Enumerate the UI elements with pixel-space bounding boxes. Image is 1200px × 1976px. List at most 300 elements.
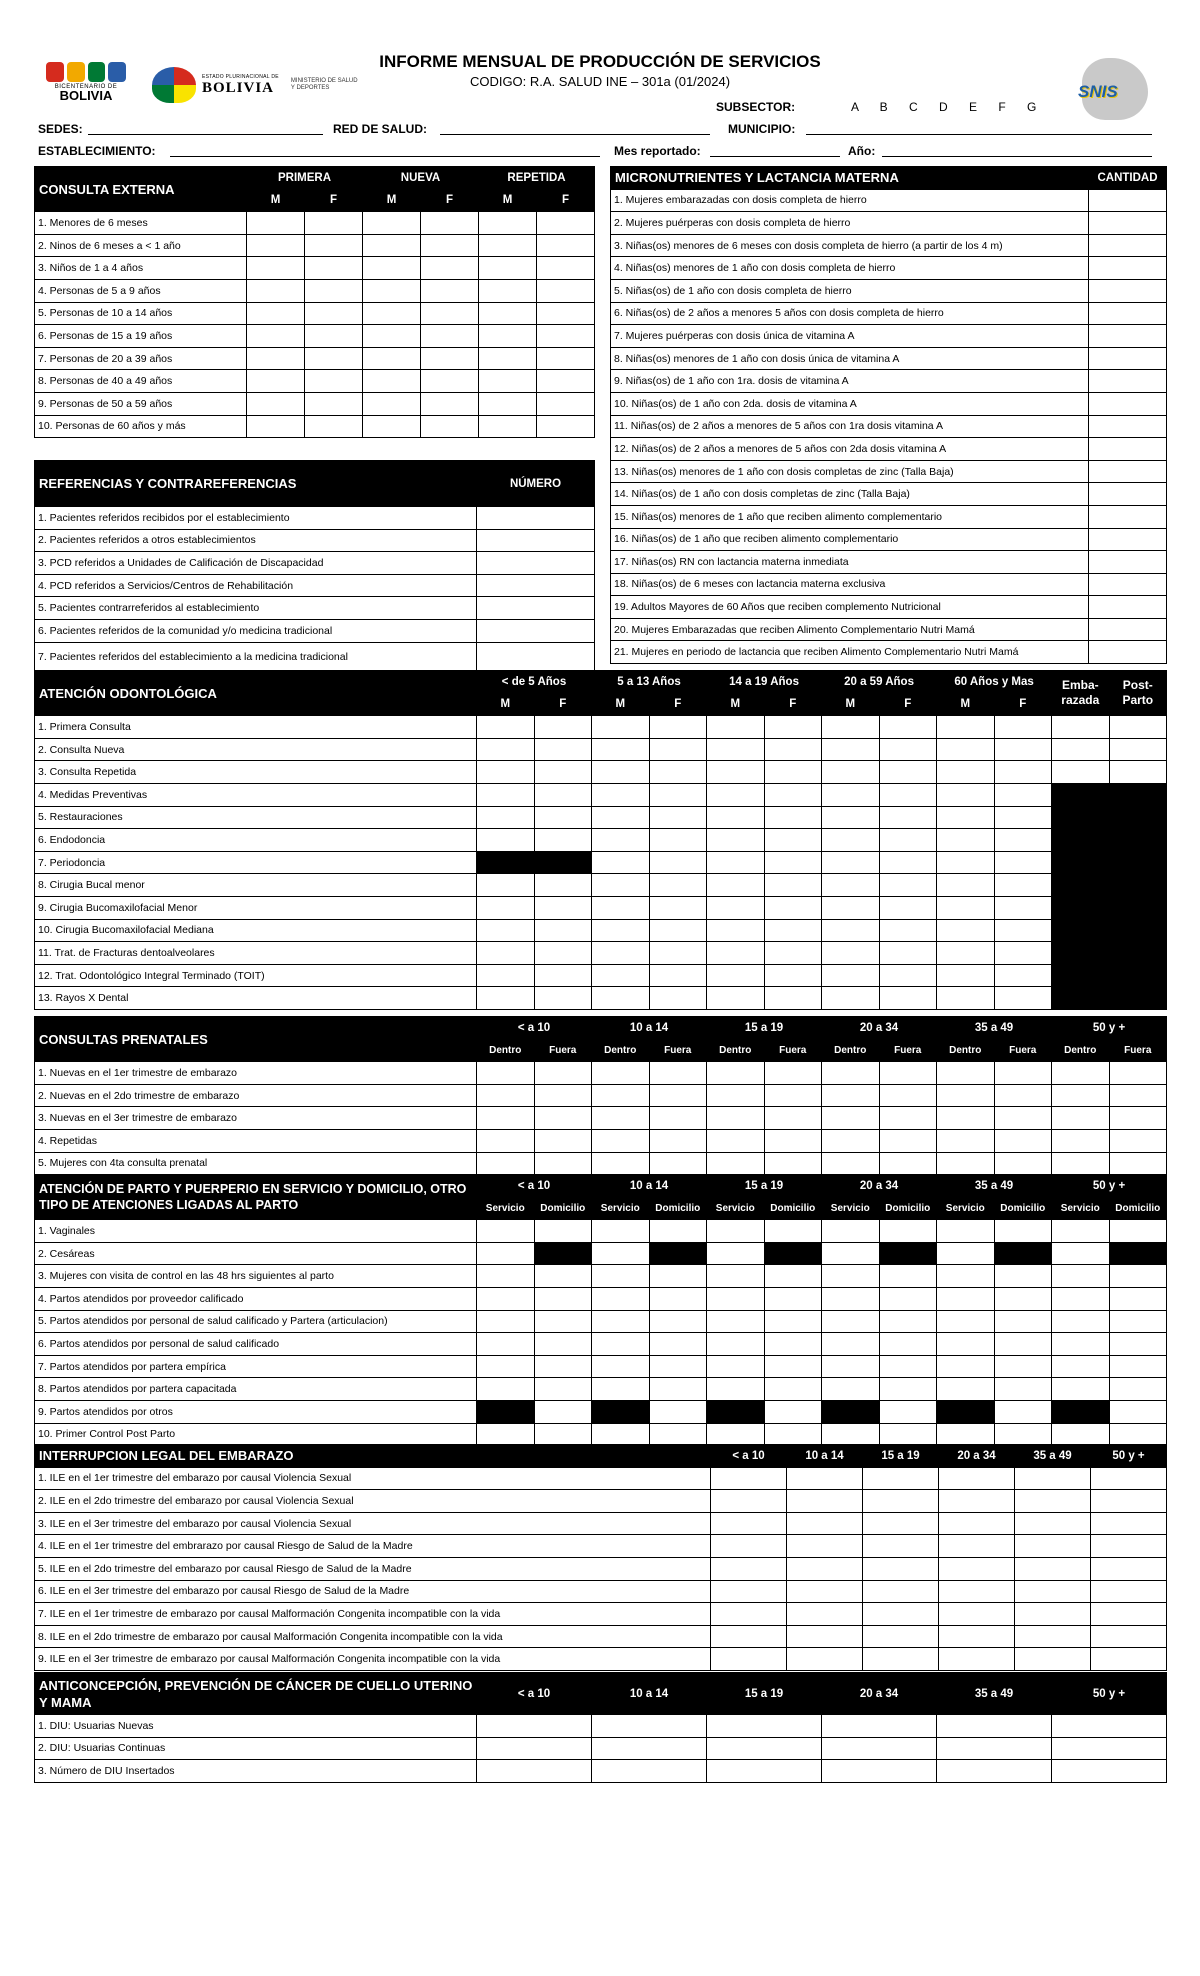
input-cell[interactable] [879, 1152, 937, 1175]
input-cell[interactable] [1109, 761, 1167, 784]
input-cell[interactable] [879, 919, 937, 942]
input-cell[interactable] [879, 829, 937, 852]
input-cell[interactable] [534, 1423, 592, 1446]
input-cell[interactable] [822, 1423, 880, 1446]
input-cell[interactable] [764, 1084, 822, 1107]
input-cell[interactable] [879, 1107, 937, 1130]
input-cell[interactable] [994, 783, 1052, 806]
input-cell[interactable] [879, 761, 937, 784]
input-cell[interactable] [822, 874, 880, 897]
input-cell[interactable] [1091, 1490, 1167, 1513]
input-cell[interactable] [711, 1580, 787, 1603]
input-cell[interactable] [707, 942, 765, 965]
input-cell[interactable] [994, 1287, 1052, 1310]
input-cell[interactable] [592, 942, 650, 965]
input-cell[interactable] [879, 1084, 937, 1107]
input-cell[interactable] [994, 761, 1052, 784]
input-cell[interactable] [1052, 1737, 1167, 1760]
input-cell[interactable] [421, 370, 479, 393]
input-cell[interactable] [822, 738, 880, 761]
input-cell[interactable] [649, 716, 707, 739]
input-cell[interactable] [537, 347, 595, 370]
input-cell[interactable] [477, 642, 595, 672]
input-cell[interactable] [994, 987, 1052, 1010]
input-cell[interactable] [592, 738, 650, 761]
input-cell[interactable] [479, 257, 537, 280]
input-cell[interactable] [649, 829, 707, 852]
input-cell[interactable] [477, 874, 535, 897]
input-cell[interactable] [937, 1287, 995, 1310]
input-cell[interactable] [649, 1129, 707, 1152]
input-cell[interactable] [592, 1310, 650, 1333]
input-cell[interactable] [421, 347, 479, 370]
input-cell[interactable] [1052, 1242, 1110, 1265]
input-cell[interactable] [764, 1062, 822, 1085]
input-cell[interactable] [937, 1107, 995, 1130]
input-cell[interactable] [649, 1220, 707, 1243]
input-cell[interactable] [863, 1603, 939, 1626]
mes-field[interactable] [710, 156, 840, 157]
input-cell[interactable] [879, 874, 937, 897]
input-cell[interactable] [1089, 257, 1167, 280]
input-cell[interactable] [534, 1310, 592, 1333]
input-cell[interactable] [305, 279, 363, 302]
input-cell[interactable] [649, 783, 707, 806]
input-cell[interactable] [1089, 234, 1167, 257]
input-cell[interactable] [994, 1355, 1052, 1378]
input-cell[interactable] [1089, 392, 1167, 415]
input-cell[interactable] [1091, 1467, 1167, 1490]
input-cell[interactable] [863, 1535, 939, 1558]
input-cell[interactable] [937, 1242, 995, 1265]
input-cell[interactable] [863, 1580, 939, 1603]
input-cell[interactable] [477, 806, 535, 829]
input-cell[interactable] [1109, 1062, 1167, 1085]
input-cell[interactable] [707, 1242, 765, 1265]
input-cell[interactable] [1052, 1378, 1110, 1401]
input-cell[interactable] [863, 1512, 939, 1535]
input-cell[interactable] [479, 415, 537, 438]
input-cell[interactable] [305, 370, 363, 393]
input-cell[interactable] [534, 896, 592, 919]
input-cell[interactable] [822, 1152, 880, 1175]
input-cell[interactable] [477, 896, 535, 919]
input-cell[interactable] [363, 370, 421, 393]
input-cell[interactable] [711, 1648, 787, 1671]
input-cell[interactable] [711, 1512, 787, 1535]
input-cell[interactable] [764, 761, 822, 784]
input-cell[interactable] [1091, 1512, 1167, 1535]
input-cell[interactable] [937, 987, 995, 1010]
input-cell[interactable] [1052, 1084, 1110, 1107]
input-cell[interactable] [1089, 438, 1167, 461]
input-cell[interactable] [1089, 618, 1167, 641]
input-cell[interactable] [879, 1287, 937, 1310]
input-cell[interactable] [534, 987, 592, 1010]
input-cell[interactable] [994, 851, 1052, 874]
input-cell[interactable] [707, 1062, 765, 1085]
input-cell[interactable] [711, 1557, 787, 1580]
input-cell[interactable] [477, 1760, 592, 1783]
input-cell[interactable] [1109, 1333, 1167, 1356]
input-cell[interactable] [879, 783, 937, 806]
input-cell[interactable] [764, 716, 822, 739]
input-cell[interactable] [247, 302, 305, 325]
input-cell[interactable] [1052, 1310, 1110, 1333]
input-cell[interactable] [1109, 1152, 1167, 1175]
input-cell[interactable] [1052, 716, 1110, 739]
input-cell[interactable] [822, 1107, 880, 1130]
red-salud-field[interactable] [440, 134, 710, 135]
input-cell[interactable] [1052, 1287, 1110, 1310]
input-cell[interactable] [764, 987, 822, 1010]
input-cell[interactable] [711, 1603, 787, 1626]
input-cell[interactable] [534, 1378, 592, 1401]
input-cell[interactable] [939, 1467, 1015, 1490]
input-cell[interactable] [937, 1310, 995, 1333]
input-cell[interactable] [822, 896, 880, 919]
input-cell[interactable] [707, 1310, 765, 1333]
input-cell[interactable] [305, 392, 363, 415]
input-cell[interactable] [863, 1467, 939, 1490]
input-cell[interactable] [707, 851, 765, 874]
input-cell[interactable] [707, 783, 765, 806]
input-cell[interactable] [1052, 1129, 1110, 1152]
input-cell[interactable] [937, 738, 995, 761]
input-cell[interactable] [1089, 551, 1167, 574]
input-cell[interactable] [1091, 1535, 1167, 1558]
input-cell[interactable] [994, 1084, 1052, 1107]
input-cell[interactable] [1052, 1152, 1110, 1175]
input-cell[interactable] [937, 874, 995, 897]
input-cell[interactable] [592, 1423, 650, 1446]
input-cell[interactable] [822, 942, 880, 965]
input-cell[interactable] [994, 1423, 1052, 1446]
input-cell[interactable] [994, 919, 1052, 942]
input-cell[interactable] [534, 1084, 592, 1107]
input-cell[interactable] [1109, 1265, 1167, 1288]
input-cell[interactable] [879, 1265, 937, 1288]
input-cell[interactable] [649, 761, 707, 784]
input-cell[interactable] [1109, 1355, 1167, 1378]
input-cell[interactable] [937, 1423, 995, 1446]
input-cell[interactable] [649, 1378, 707, 1401]
input-cell[interactable] [1109, 1084, 1167, 1107]
input-cell[interactable] [649, 1310, 707, 1333]
anio-field[interactable] [882, 156, 1152, 157]
input-cell[interactable] [764, 942, 822, 965]
input-cell[interactable] [534, 1265, 592, 1288]
input-cell[interactable] [477, 619, 595, 642]
input-cell[interactable] [822, 1715, 937, 1738]
input-cell[interactable] [1089, 596, 1167, 619]
input-cell[interactable] [534, 964, 592, 987]
input-cell[interactable] [764, 738, 822, 761]
input-cell[interactable] [707, 1715, 822, 1738]
input-cell[interactable] [592, 1287, 650, 1310]
input-cell[interactable] [937, 1129, 995, 1152]
input-cell[interactable] [305, 325, 363, 348]
input-cell[interactable] [764, 1400, 822, 1423]
input-cell[interactable] [879, 987, 937, 1010]
municipio-field[interactable] [806, 134, 1152, 135]
input-cell[interactable] [477, 1062, 535, 1085]
input-cell[interactable] [1091, 1625, 1167, 1648]
input-cell[interactable] [477, 1084, 535, 1107]
input-cell[interactable] [879, 1378, 937, 1401]
input-cell[interactable] [764, 806, 822, 829]
input-cell[interactable] [879, 896, 937, 919]
input-cell[interactable] [363, 302, 421, 325]
input-cell[interactable] [534, 874, 592, 897]
input-cell[interactable] [1052, 738, 1110, 761]
input-cell[interactable] [1109, 1400, 1167, 1423]
input-cell[interactable] [649, 851, 707, 874]
input-cell[interactable] [477, 716, 535, 739]
input-cell[interactable] [592, 783, 650, 806]
input-cell[interactable] [247, 347, 305, 370]
input-cell[interactable] [937, 942, 995, 965]
input-cell[interactable] [994, 829, 1052, 852]
input-cell[interactable] [592, 716, 650, 739]
input-cell[interactable] [592, 896, 650, 919]
input-cell[interactable] [421, 325, 479, 348]
input-cell[interactable] [305, 212, 363, 235]
input-cell[interactable] [937, 851, 995, 874]
input-cell[interactable] [537, 392, 595, 415]
input-cell[interactable] [592, 1715, 707, 1738]
input-cell[interactable] [247, 279, 305, 302]
input-cell[interactable] [363, 279, 421, 302]
input-cell[interactable] [822, 1287, 880, 1310]
input-cell[interactable] [479, 302, 537, 325]
input-cell[interactable] [421, 234, 479, 257]
input-cell[interactable] [707, 1152, 765, 1175]
input-cell[interactable] [764, 851, 822, 874]
input-cell[interactable] [592, 1220, 650, 1243]
input-cell[interactable] [1052, 1423, 1110, 1446]
input-cell[interactable] [592, 1333, 650, 1356]
input-cell[interactable] [937, 1265, 995, 1288]
input-cell[interactable] [994, 1152, 1052, 1175]
input-cell[interactable] [1052, 1333, 1110, 1356]
input-cell[interactable] [649, 1107, 707, 1130]
input-cell[interactable] [764, 874, 822, 897]
input-cell[interactable] [937, 1062, 995, 1085]
input-cell[interactable] [649, 1423, 707, 1446]
input-cell[interactable] [1109, 1287, 1167, 1310]
input-cell[interactable] [707, 1084, 765, 1107]
input-cell[interactable] [1089, 347, 1167, 370]
input-cell[interactable] [477, 1220, 535, 1243]
input-cell[interactable] [711, 1490, 787, 1513]
input-cell[interactable] [1052, 761, 1110, 784]
input-cell[interactable] [764, 1152, 822, 1175]
input-cell[interactable] [1015, 1512, 1091, 1535]
input-cell[interactable] [787, 1580, 863, 1603]
input-cell[interactable] [937, 1333, 995, 1356]
input-cell[interactable] [937, 716, 995, 739]
input-cell[interactable] [534, 1129, 592, 1152]
input-cell[interactable] [822, 1129, 880, 1152]
input-cell[interactable] [711, 1467, 787, 1490]
input-cell[interactable] [537, 325, 595, 348]
input-cell[interactable] [939, 1535, 1015, 1558]
input-cell[interactable] [707, 1378, 765, 1401]
input-cell[interactable] [592, 1355, 650, 1378]
input-cell[interactable] [707, 1129, 765, 1152]
input-cell[interactable] [537, 302, 595, 325]
input-cell[interactable] [1015, 1648, 1091, 1671]
input-cell[interactable] [937, 806, 995, 829]
input-cell[interactable] [711, 1535, 787, 1558]
input-cell[interactable] [1089, 279, 1167, 302]
input-cell[interactable] [363, 234, 421, 257]
input-cell[interactable] [592, 851, 650, 874]
input-cell[interactable] [1089, 641, 1167, 664]
input-cell[interactable] [822, 1737, 937, 1760]
input-cell[interactable] [649, 1400, 707, 1423]
input-cell[interactable] [939, 1625, 1015, 1648]
input-cell[interactable] [305, 415, 363, 438]
sedes-field[interactable] [88, 134, 323, 135]
input-cell[interactable] [363, 325, 421, 348]
input-cell[interactable] [863, 1557, 939, 1580]
input-cell[interactable] [937, 1760, 1052, 1783]
input-cell[interactable] [822, 1378, 880, 1401]
input-cell[interactable] [939, 1512, 1015, 1535]
input-cell[interactable] [994, 738, 1052, 761]
input-cell[interactable] [879, 1355, 937, 1378]
input-cell[interactable] [764, 1265, 822, 1288]
input-cell[interactable] [994, 942, 1052, 965]
input-cell[interactable] [649, 874, 707, 897]
input-cell[interactable] [479, 392, 537, 415]
input-cell[interactable] [879, 806, 937, 829]
input-cell[interactable] [707, 716, 765, 739]
input-cell[interactable] [994, 1400, 1052, 1423]
input-cell[interactable] [247, 325, 305, 348]
input-cell[interactable] [787, 1490, 863, 1513]
input-cell[interactable] [247, 257, 305, 280]
input-cell[interactable] [879, 942, 937, 965]
input-cell[interactable] [822, 761, 880, 784]
input-cell[interactable] [863, 1648, 939, 1671]
input-cell[interactable] [1015, 1557, 1091, 1580]
input-cell[interactable] [937, 829, 995, 852]
input-cell[interactable] [994, 964, 1052, 987]
input-cell[interactable] [1109, 1310, 1167, 1333]
input-cell[interactable] [477, 964, 535, 987]
input-cell[interactable] [822, 1265, 880, 1288]
input-cell[interactable] [937, 896, 995, 919]
input-cell[interactable] [649, 1333, 707, 1356]
input-cell[interactable] [707, 874, 765, 897]
input-cell[interactable] [711, 1625, 787, 1648]
input-cell[interactable] [1109, 1378, 1167, 1401]
input-cell[interactable] [863, 1490, 939, 1513]
input-cell[interactable] [592, 806, 650, 829]
input-cell[interactable] [822, 783, 880, 806]
input-cell[interactable] [477, 1423, 535, 1446]
input-cell[interactable] [305, 257, 363, 280]
input-cell[interactable] [592, 1107, 650, 1130]
input-cell[interactable] [707, 1423, 765, 1446]
input-cell[interactable] [534, 1287, 592, 1310]
input-cell[interactable] [994, 1333, 1052, 1356]
input-cell[interactable] [994, 1062, 1052, 1085]
input-cell[interactable] [707, 1107, 765, 1130]
input-cell[interactable] [534, 806, 592, 829]
input-cell[interactable] [1109, 1423, 1167, 1446]
input-cell[interactable] [479, 325, 537, 348]
input-cell[interactable] [534, 919, 592, 942]
input-cell[interactable] [879, 1062, 937, 1085]
input-cell[interactable] [863, 1625, 939, 1648]
input-cell[interactable] [477, 1152, 535, 1175]
input-cell[interactable] [879, 851, 937, 874]
input-cell[interactable] [1089, 189, 1167, 212]
input-cell[interactable] [1109, 716, 1167, 739]
input-cell[interactable] [421, 279, 479, 302]
input-cell[interactable] [534, 1152, 592, 1175]
input-cell[interactable] [534, 829, 592, 852]
input-cell[interactable] [707, 1265, 765, 1288]
input-cell[interactable] [1089, 302, 1167, 325]
input-cell[interactable] [534, 1333, 592, 1356]
input-cell[interactable] [592, 1129, 650, 1152]
input-cell[interactable] [822, 1355, 880, 1378]
input-cell[interactable] [937, 1378, 995, 1401]
input-cell[interactable] [822, 1084, 880, 1107]
input-cell[interactable] [1109, 1107, 1167, 1130]
input-cell[interactable] [1015, 1490, 1091, 1513]
input-cell[interactable] [707, 761, 765, 784]
input-cell[interactable] [707, 896, 765, 919]
input-cell[interactable] [477, 942, 535, 965]
input-cell[interactable] [649, 738, 707, 761]
input-cell[interactable] [764, 1310, 822, 1333]
input-cell[interactable] [477, 738, 535, 761]
input-cell[interactable] [994, 806, 1052, 829]
input-cell[interactable] [994, 1378, 1052, 1401]
input-cell[interactable] [822, 716, 880, 739]
input-cell[interactable] [534, 1220, 592, 1243]
input-cell[interactable] [822, 1062, 880, 1085]
input-cell[interactable] [421, 415, 479, 438]
input-cell[interactable] [764, 896, 822, 919]
input-cell[interactable] [477, 1378, 535, 1401]
input-cell[interactable] [879, 1423, 937, 1446]
input-cell[interactable] [477, 761, 535, 784]
input-cell[interactable] [1052, 1062, 1110, 1085]
input-cell[interactable] [822, 919, 880, 942]
input-cell[interactable] [477, 1129, 535, 1152]
input-cell[interactable] [764, 1107, 822, 1130]
input-cell[interactable] [764, 1378, 822, 1401]
input-cell[interactable] [649, 1355, 707, 1378]
input-cell[interactable] [479, 347, 537, 370]
input-cell[interactable] [477, 1242, 535, 1265]
input-cell[interactable] [764, 1355, 822, 1378]
input-cell[interactable] [707, 806, 765, 829]
input-cell[interactable] [787, 1603, 863, 1626]
input-cell[interactable] [1052, 1220, 1110, 1243]
input-cell[interactable] [534, 1062, 592, 1085]
input-cell[interactable] [937, 1084, 995, 1107]
input-cell[interactable] [592, 1062, 650, 1085]
input-cell[interactable] [649, 942, 707, 965]
